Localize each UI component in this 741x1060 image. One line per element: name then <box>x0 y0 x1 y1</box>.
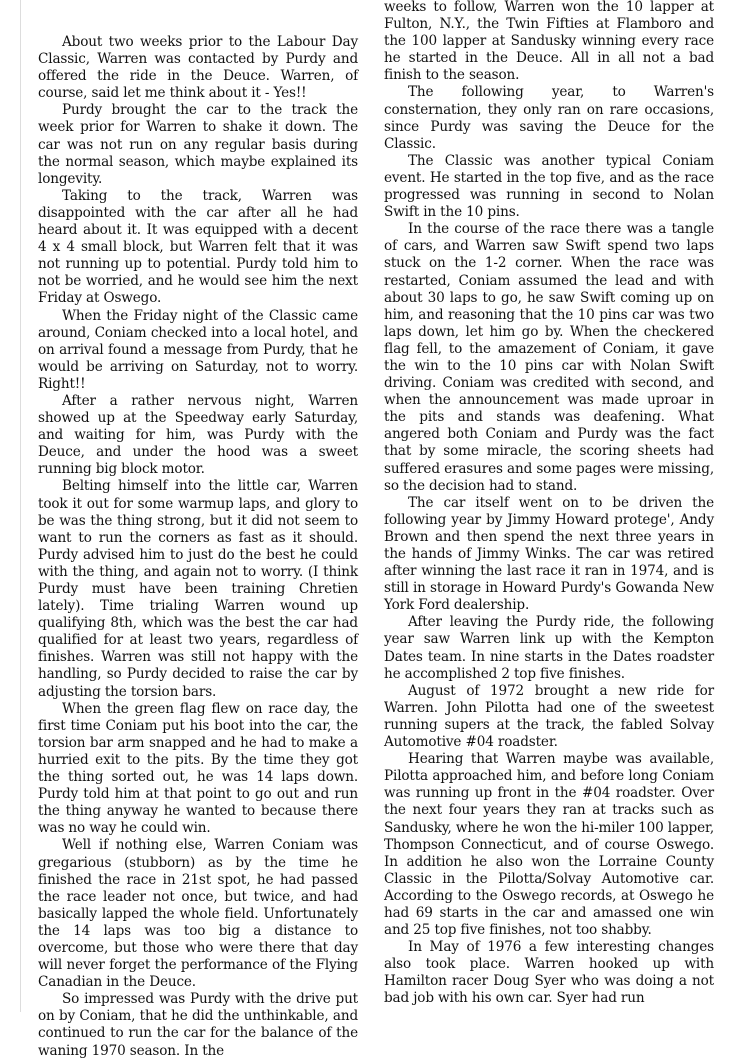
paragraph: The car itself went on to be driven the following year by Jimmy Howard protege', Andy Brown and then spend the next three years in the hands of Jimmy Winks. The car was retired after winning the last race it ran in 1974, and is still in storage in Howard Purdy's Gowanda New York Ford dealership. <box>384 494 714 614</box>
paragraph: August of 1972 brought a new ride for Warren. John Pilotta had one of the sweetest running supers at the track, the fabled Solvay Automotive #04 roadster. <box>384 682 714 751</box>
paragraph: When the green flag flew on race day, the first time Coniam put his boot into the car, the torsion bar arm snapped and he had to make a hurried exit to the pits. By the time they got the thing sorted out, he was 14 laps down. Purdy told him at that point to go out and run the thing anyway he wanted to because there was no way he could win. <box>38 700 358 837</box>
right-column <box>384 0 714 1012</box>
paragraph: In the course of the race there was a tangle of cars, and Warren saw Swift spend two laps stuck on the 1-2 corner. When the race was restarted, Coniam assumed the lead and with about 30 laps to go, he saw Swift coming up on him, and reasoning that the 10 pins car was two laps down, let him go by. When the checkered flag fell, to the amazement of Coniam, it gave the win to the 10 pins car with Nolan Swift driving. Coniam was credited with second, and when the announcement was made uproar in the pits and stands was deafening. What angered both Coniam and Purdy was the fact that by some miracle, the scoring sheets had suffered erasures and some pages were missing, so the decision had to stand. <box>384 221 714 494</box>
left-column <box>38 34 358 1059</box>
paragraph: Belting himself into the little car, Warren took it out for some warmup laps, and glory to be was the thing strong, but it did not seem to want to run the corners as fast as it should. Purdy advised him to just do the best he could with the thing, and again not to worry. (I think Purdy must have been training Chretien lately). Time trialing Warren wound up qualifying 8th, which was the best the car had qualified for at least two years, regardless of finishes. Warren was still not happy with the handling, so Purdy decided to raise the car by adjusting the torsion bars. <box>38 478 358 700</box>
paragraph: Taking to the track, Warren was disappointed with the car after all he had heard about it. It was equipped with a decent 4 x 4 small block, but Warren felt that it was not running up to potential. Purdy told him to not be worried, and he would see him the next Friday at Oswego. <box>38 187 358 307</box>
paragraph: After a rather nervous night, Warren showed up at the Speedway early Saturday, and waiting for him, was Purdy with the Deuce, and under the hood was a sweet running big block motor. <box>38 392 358 478</box>
paragraph: The following year, to Warren's consternation, they only ran on rare occasions, since Purdy was saving the Deuce for the Classic. <box>384 84 714 152</box>
paragraph: Purdy brought the car to the track the week prior for Warren to shake it down. The car was not run on any regular basis during the normal season, which maybe explained its longevity. <box>38 102 358 187</box>
paragraph-continuation: weeks to follow, Warren won the 10 lapper at Fulton, N.Y., the Twin Fifties at Flamboro and the 100 lapper at Sandusky winning every race he started in the Deuce. All in all not a bad finish to the season. <box>384 0 714 84</box>
page-gutter <box>12 0 21 1012</box>
paragraph: The Classic was another typical Coniam event. He started in the top five, and as the race progressed was running in second to Nolan Swift in the 10 pins. <box>384 152 714 221</box>
paragraph: Hearing that Warren maybe was available, Pilotta approached him, and before long Coniam was running up front in the #04 roadster. Over the next four years they ran at tracks such as Sandusky, where he won the hi-miler 100 lapper, Thompson Connecticut, and of course Oswego. In addition he also won the Lorraine County Classic in the Pilotta/Solvay Automotive car. According to the Oswego records, at Oswego he had 69 starts in the car and amassed one win and 25 top five finishes, not too shabby. <box>384 751 714 939</box>
paragraph: When the Friday night of the Classic came around, Coniam checked into a local hotel, and on arrival found a message from Purdy, that he would be arriving on Saturday, not to worry. Right!! <box>38 307 358 392</box>
paragraph: In May of 1976 a few interesting changes also took place. Warren hooked up with Hamilton racer Doug Syer who was doing a not bad job with his own car. Syer had run <box>384 939 714 1007</box>
paragraph: About two weeks prior to the Labour Day Classic, Warren was contacted by Purdy and offered the ride in the Deuce. Warren, of course, said let me think about it - Yes!! <box>38 34 358 102</box>
paragraph: So impressed was Purdy with the drive put on by Coniam, that he did the unthinkable, and continued to run the car for the balance of the waning 1970 season. In the <box>38 991 358 1059</box>
paragraph: Well if nothing else, Warren Coniam was gregarious (stubborn) as by the time he finished the race in 21st spot, he had passed the race leader not once, but twice, and had basically lapped the whole field. Unfortunately the 14 laps was too big a distance to overcome, but those who were there that day will never forget the performance of the Flying Canadian in the Deuce. <box>38 837 358 991</box>
paragraph: After leaving the Purdy ride, the following year saw Warren link up with the Kempton Dates team. In nine starts in the Dates roadster he accomplished 2 top five finishes. <box>384 614 714 682</box>
